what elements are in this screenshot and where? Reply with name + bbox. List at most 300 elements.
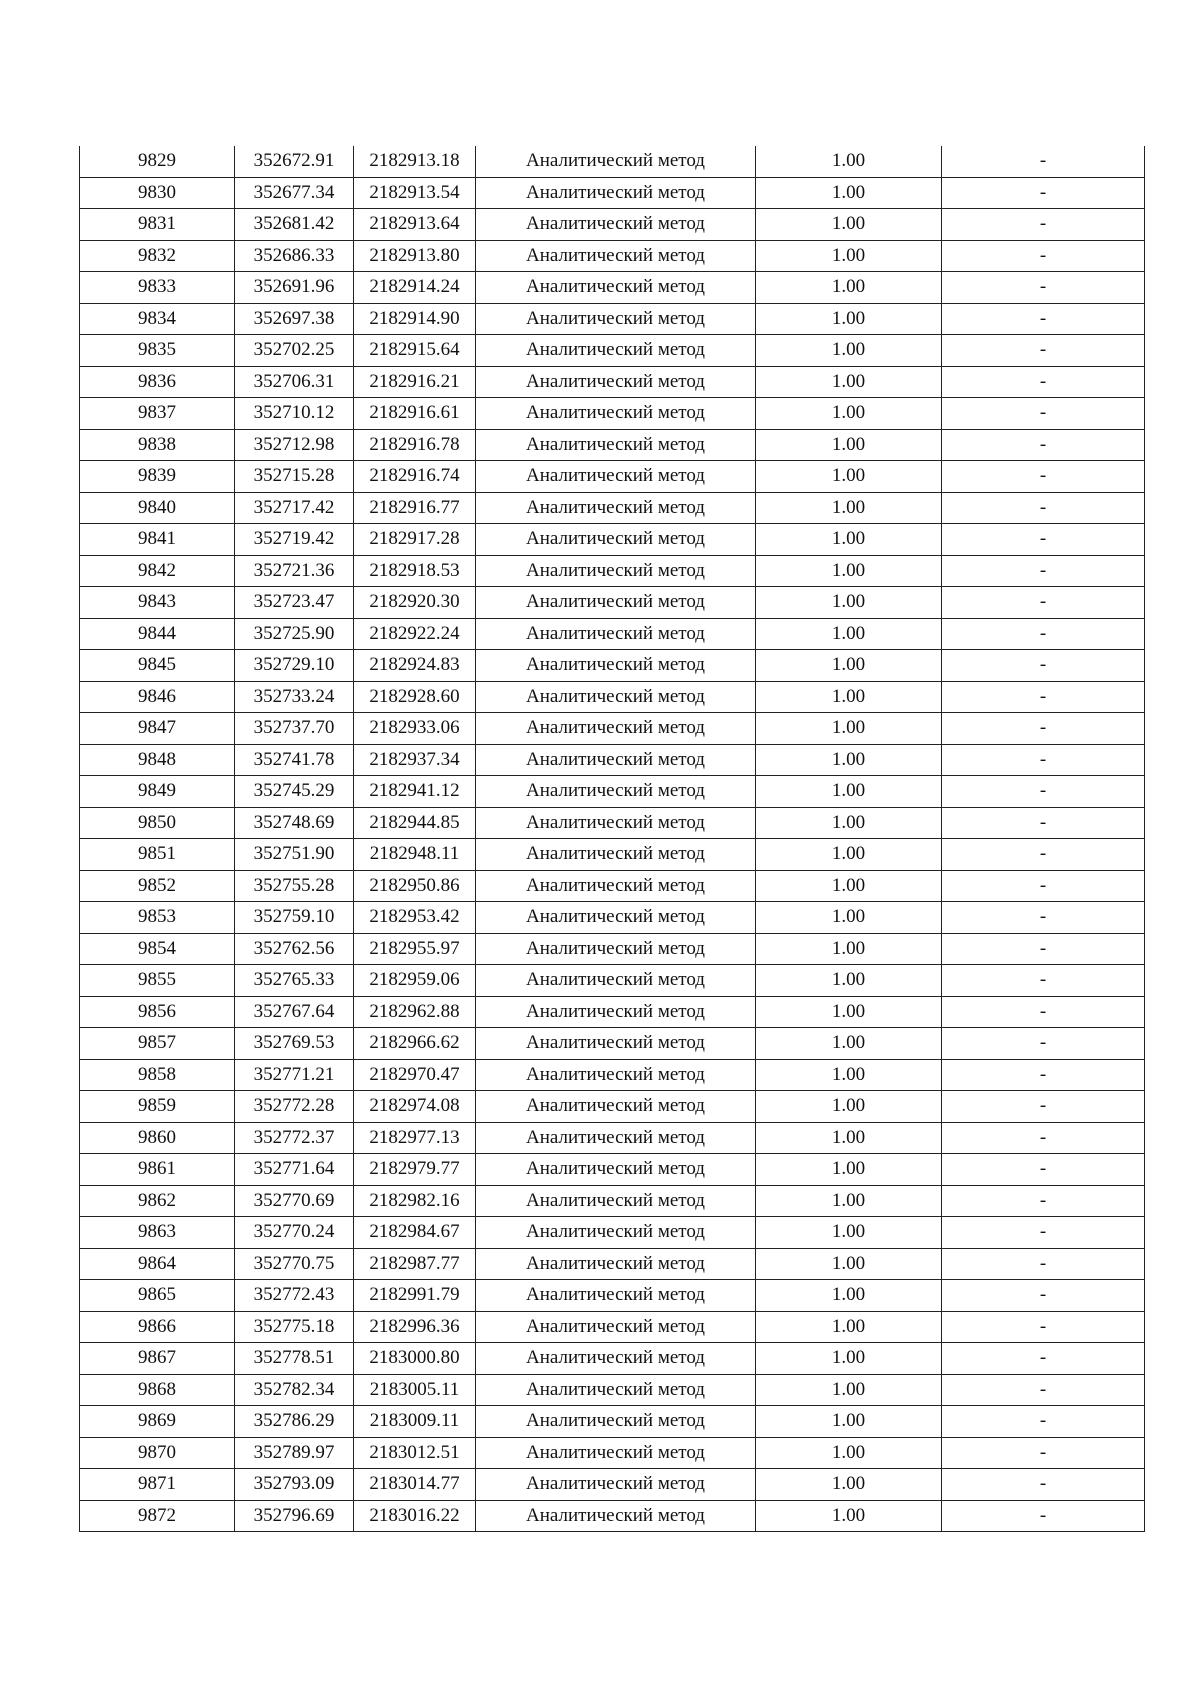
method-cell: Аналитический метод <box>476 1028 756 1060</box>
point-number-cell: 9866 <box>80 1311 235 1343</box>
description-cell: - <box>942 933 1145 965</box>
point-number-cell: 9846 <box>80 681 235 713</box>
y-coordinate-cell: 2182933.06 <box>354 713 476 745</box>
x-coordinate-cell: 352793.09 <box>235 1469 354 1501</box>
table-row <box>80 209 1145 241</box>
table-row <box>80 429 1145 461</box>
y-coordinate-cell: 2182915.64 <box>354 335 476 367</box>
point-number-cell: 9863 <box>80 1217 235 1249</box>
point-number-cell: 9852 <box>80 870 235 902</box>
y-coordinate-cell: 2182979.77 <box>354 1154 476 1186</box>
y-coordinate-cell: 2182966.62 <box>354 1028 476 1060</box>
x-coordinate-cell: 352772.43 <box>235 1280 354 1312</box>
accuracy-cell: 1.00 <box>756 996 942 1028</box>
y-coordinate-cell: 2182962.88 <box>354 996 476 1028</box>
point-number-cell: 9851 <box>80 839 235 871</box>
x-coordinate-cell: 352737.70 <box>235 713 354 745</box>
x-coordinate-cell: 352771.64 <box>235 1154 354 1186</box>
y-coordinate-cell: 2182916.74 <box>354 461 476 493</box>
point-number-cell: 9869 <box>80 1406 235 1438</box>
accuracy-cell: 1.00 <box>756 713 942 745</box>
x-coordinate-cell: 352786.29 <box>235 1406 354 1438</box>
y-coordinate-cell: 2182918.53 <box>354 555 476 587</box>
point-number-cell: 9854 <box>80 933 235 965</box>
method-cell: Аналитический метод <box>476 1248 756 1280</box>
accuracy-cell: 1.00 <box>756 146 942 177</box>
point-number-cell: 9849 <box>80 776 235 808</box>
description-cell: - <box>942 681 1145 713</box>
table-row <box>80 555 1145 587</box>
description-cell: - <box>942 996 1145 1028</box>
description-cell: - <box>942 1311 1145 1343</box>
point-number-cell: 9870 <box>80 1437 235 1469</box>
table-row <box>80 492 1145 524</box>
method-cell: Аналитический метод <box>476 240 756 272</box>
description-cell: - <box>942 240 1145 272</box>
x-coordinate-cell: 352778.51 <box>235 1343 354 1375</box>
description-cell: - <box>942 1248 1145 1280</box>
x-coordinate-cell: 352672.91 <box>235 146 354 177</box>
description-cell: - <box>942 146 1145 177</box>
y-coordinate-cell: 2182984.67 <box>354 1217 476 1249</box>
y-coordinate-cell: 2182982.16 <box>354 1185 476 1217</box>
x-coordinate-cell: 352741.78 <box>235 744 354 776</box>
x-coordinate-cell: 352697.38 <box>235 303 354 335</box>
y-coordinate-cell: 2182948.11 <box>354 839 476 871</box>
accuracy-cell: 1.00 <box>756 1280 942 1312</box>
description-cell: - <box>942 1469 1145 1501</box>
point-number-cell: 9848 <box>80 744 235 776</box>
method-cell: Аналитический метод <box>476 398 756 430</box>
method-cell: Аналитический метод <box>476 870 756 902</box>
accuracy-cell: 1.00 <box>756 209 942 241</box>
accuracy-cell: 1.00 <box>756 839 942 871</box>
x-coordinate-cell: 352745.29 <box>235 776 354 808</box>
y-coordinate-cell: 2183014.77 <box>354 1469 476 1501</box>
table-row <box>80 1059 1145 1091</box>
method-cell: Аналитический метод <box>476 902 756 934</box>
description-cell: - <box>942 209 1145 241</box>
accuracy-cell: 1.00 <box>756 303 942 335</box>
method-cell: Аналитический метод <box>476 1185 756 1217</box>
y-coordinate-cell: 2182916.77 <box>354 492 476 524</box>
method-cell: Аналитический метод <box>476 933 756 965</box>
accuracy-cell: 1.00 <box>756 1437 942 1469</box>
x-coordinate-cell: 352771.21 <box>235 1059 354 1091</box>
x-coordinate-cell: 352710.12 <box>235 398 354 430</box>
y-coordinate-cell: 2183000.80 <box>354 1343 476 1375</box>
y-coordinate-cell: 2182924.83 <box>354 650 476 682</box>
description-cell: - <box>942 1500 1145 1532</box>
table-row <box>80 524 1145 556</box>
method-cell: Аналитический метод <box>476 1280 756 1312</box>
description-cell: - <box>942 1217 1145 1249</box>
description-cell: - <box>942 744 1145 776</box>
x-coordinate-cell: 352729.10 <box>235 650 354 682</box>
point-number-cell: 9868 <box>80 1374 235 1406</box>
method-cell: Аналитический метод <box>476 681 756 713</box>
accuracy-cell: 1.00 <box>756 1406 942 1438</box>
method-cell: Аналитический метод <box>476 713 756 745</box>
y-coordinate-cell: 2182917.28 <box>354 524 476 556</box>
method-cell: Аналитический метод <box>476 1091 756 1123</box>
method-cell: Аналитический метод <box>476 807 756 839</box>
table-row <box>80 303 1145 335</box>
method-cell: Аналитический метод <box>476 587 756 619</box>
accuracy-cell: 1.00 <box>756 177 942 209</box>
point-number-cell: 9834 <box>80 303 235 335</box>
description-cell: - <box>942 1091 1145 1123</box>
accuracy-cell: 1.00 <box>756 776 942 808</box>
method-cell: Аналитический метод <box>476 366 756 398</box>
accuracy-cell: 1.00 <box>756 1154 942 1186</box>
method-cell: Аналитический метод <box>476 1122 756 1154</box>
accuracy-cell: 1.00 <box>756 429 942 461</box>
x-coordinate-cell: 352796.69 <box>235 1500 354 1532</box>
y-coordinate-cell: 2182916.61 <box>354 398 476 430</box>
x-coordinate-cell: 352759.10 <box>235 902 354 934</box>
method-cell: Аналитический метод <box>476 839 756 871</box>
description-cell: - <box>942 713 1145 745</box>
method-cell: Аналитический метод <box>476 1154 756 1186</box>
method-cell: Аналитический метод <box>476 524 756 556</box>
description-cell: - <box>942 366 1145 398</box>
accuracy-cell: 1.00 <box>756 335 942 367</box>
method-cell: Аналитический метод <box>476 1217 756 1249</box>
y-coordinate-cell: 2182974.08 <box>354 1091 476 1123</box>
accuracy-cell: 1.00 <box>756 1343 942 1375</box>
y-coordinate-cell: 2182913.64 <box>354 209 476 241</box>
description-cell: - <box>942 429 1145 461</box>
y-coordinate-cell: 2183009.11 <box>354 1406 476 1438</box>
accuracy-cell: 1.00 <box>756 1185 942 1217</box>
x-coordinate-cell: 352715.28 <box>235 461 354 493</box>
point-number-cell: 9829 <box>80 146 235 177</box>
accuracy-cell: 1.00 <box>756 461 942 493</box>
point-number-cell: 9867 <box>80 1343 235 1375</box>
x-coordinate-cell: 352767.64 <box>235 996 354 1028</box>
x-coordinate-cell: 352772.28 <box>235 1091 354 1123</box>
table-row <box>80 177 1145 209</box>
x-coordinate-cell: 352686.33 <box>235 240 354 272</box>
point-number-cell: 9860 <box>80 1122 235 1154</box>
table-row <box>80 398 1145 430</box>
x-coordinate-cell: 352717.42 <box>235 492 354 524</box>
point-number-cell: 9850 <box>80 807 235 839</box>
point-number-cell: 9865 <box>80 1280 235 1312</box>
point-number-cell: 9872 <box>80 1500 235 1532</box>
x-coordinate-cell: 352723.47 <box>235 587 354 619</box>
accuracy-cell: 1.00 <box>756 398 942 430</box>
y-coordinate-cell: 2182916.78 <box>354 429 476 461</box>
y-coordinate-cell: 2182913.80 <box>354 240 476 272</box>
point-number-cell: 9871 <box>80 1469 235 1501</box>
x-coordinate-cell: 352770.24 <box>235 1217 354 1249</box>
x-coordinate-cell: 352748.69 <box>235 807 354 839</box>
x-coordinate-cell: 352770.69 <box>235 1185 354 1217</box>
description-cell: - <box>942 1280 1145 1312</box>
method-cell: Аналитический метод <box>476 335 756 367</box>
x-coordinate-cell: 352691.96 <box>235 272 354 304</box>
table-row <box>80 965 1145 997</box>
y-coordinate-cell: 2182953.42 <box>354 902 476 934</box>
y-coordinate-cell: 2182955.97 <box>354 933 476 965</box>
table-row <box>80 1154 1145 1186</box>
x-coordinate-cell: 352789.97 <box>235 1437 354 1469</box>
table-row <box>80 713 1145 745</box>
description-cell: - <box>942 1437 1145 1469</box>
table-row <box>80 1406 1145 1438</box>
table-row <box>80 807 1145 839</box>
x-coordinate-cell: 352733.24 <box>235 681 354 713</box>
table-row <box>80 681 1145 713</box>
y-coordinate-cell: 2182914.90 <box>354 303 476 335</box>
point-number-cell: 9831 <box>80 209 235 241</box>
y-coordinate-cell: 2182941.12 <box>354 776 476 808</box>
point-number-cell: 9862 <box>80 1185 235 1217</box>
x-coordinate-cell: 352721.36 <box>235 555 354 587</box>
method-cell: Аналитический метод <box>476 303 756 335</box>
y-coordinate-cell: 2182913.18 <box>354 146 476 177</box>
point-number-cell: 9858 <box>80 1059 235 1091</box>
method-cell: Аналитический метод <box>476 461 756 493</box>
method-cell: Аналитический метод <box>476 177 756 209</box>
point-number-cell: 9837 <box>80 398 235 430</box>
table-row <box>80 461 1145 493</box>
y-coordinate-cell: 2182950.86 <box>354 870 476 902</box>
coordinates-table <box>79 146 1145 1532</box>
point-number-cell: 9853 <box>80 902 235 934</box>
accuracy-cell: 1.00 <box>756 1248 942 1280</box>
description-cell: - <box>942 870 1145 902</box>
point-number-cell: 9835 <box>80 335 235 367</box>
method-cell: Аналитический метод <box>476 1374 756 1406</box>
x-coordinate-cell: 352725.90 <box>235 618 354 650</box>
description-cell: - <box>942 1406 1145 1438</box>
point-number-cell: 9836 <box>80 366 235 398</box>
point-number-cell: 9859 <box>80 1091 235 1123</box>
y-coordinate-cell: 2182937.34 <box>354 744 476 776</box>
method-cell: Аналитический метод <box>476 146 756 177</box>
description-cell: - <box>942 555 1145 587</box>
description-cell: - <box>942 587 1145 619</box>
accuracy-cell: 1.00 <box>756 492 942 524</box>
accuracy-cell: 1.00 <box>756 1469 942 1501</box>
point-number-cell: 9855 <box>80 965 235 997</box>
accuracy-cell: 1.00 <box>756 1374 942 1406</box>
table-row <box>80 146 1145 177</box>
description-cell: - <box>942 902 1145 934</box>
y-coordinate-cell: 2182977.13 <box>354 1122 476 1154</box>
y-coordinate-cell: 2182959.06 <box>354 965 476 997</box>
method-cell: Аналитический метод <box>476 272 756 304</box>
y-coordinate-cell: 2183005.11 <box>354 1374 476 1406</box>
x-coordinate-cell: 352755.28 <box>235 870 354 902</box>
description-cell: - <box>942 1343 1145 1375</box>
accuracy-cell: 1.00 <box>756 366 942 398</box>
table-row <box>80 776 1145 808</box>
y-coordinate-cell: 2182928.60 <box>354 681 476 713</box>
point-number-cell: 9861 <box>80 1154 235 1186</box>
x-coordinate-cell: 352719.42 <box>235 524 354 556</box>
point-number-cell: 9841 <box>80 524 235 556</box>
description-cell: - <box>942 807 1145 839</box>
table-row <box>80 1091 1145 1123</box>
table-row <box>80 272 1145 304</box>
description-cell: - <box>942 1185 1145 1217</box>
table-row <box>80 335 1145 367</box>
x-coordinate-cell: 352782.34 <box>235 1374 354 1406</box>
point-number-cell: 9843 <box>80 587 235 619</box>
accuracy-cell: 1.00 <box>756 902 942 934</box>
point-number-cell: 9864 <box>80 1248 235 1280</box>
table-row <box>80 996 1145 1028</box>
method-cell: Аналитический метод <box>476 618 756 650</box>
point-number-cell: 9847 <box>80 713 235 745</box>
x-coordinate-cell: 352769.53 <box>235 1028 354 1060</box>
table-row <box>80 366 1145 398</box>
method-cell: Аналитический метод <box>476 209 756 241</box>
method-cell: Аналитический метод <box>476 650 756 682</box>
method-cell: Аналитический метод <box>476 965 756 997</box>
accuracy-cell: 1.00 <box>756 744 942 776</box>
description-cell: - <box>942 839 1145 871</box>
table-row <box>80 839 1145 871</box>
description-cell: - <box>942 776 1145 808</box>
method-cell: Аналитический метод <box>476 1343 756 1375</box>
point-number-cell: 9856 <box>80 996 235 1028</box>
method-cell: Аналитический метод <box>476 776 756 808</box>
description-cell: - <box>942 650 1145 682</box>
method-cell: Аналитический метод <box>476 1059 756 1091</box>
description-cell: - <box>942 618 1145 650</box>
description-cell: - <box>942 303 1145 335</box>
accuracy-cell: 1.00 <box>756 933 942 965</box>
accuracy-cell: 1.00 <box>756 587 942 619</box>
description-cell: - <box>942 272 1145 304</box>
method-cell: Аналитический метод <box>476 492 756 524</box>
y-coordinate-cell: 2182913.54 <box>354 177 476 209</box>
coordinates-table-body <box>80 146 1145 1532</box>
description-cell: - <box>942 1059 1145 1091</box>
x-coordinate-cell: 352772.37 <box>235 1122 354 1154</box>
x-coordinate-cell: 352751.90 <box>235 839 354 871</box>
method-cell: Аналитический метод <box>476 429 756 461</box>
table-row <box>80 902 1145 934</box>
method-cell: Аналитический метод <box>476 744 756 776</box>
accuracy-cell: 1.00 <box>756 807 942 839</box>
y-coordinate-cell: 2183016.22 <box>354 1500 476 1532</box>
accuracy-cell: 1.00 <box>756 1028 942 1060</box>
table-row <box>80 1122 1145 1154</box>
accuracy-cell: 1.00 <box>756 870 942 902</box>
table-row <box>80 1028 1145 1060</box>
point-number-cell: 9844 <box>80 618 235 650</box>
accuracy-cell: 1.00 <box>756 240 942 272</box>
accuracy-cell: 1.00 <box>756 524 942 556</box>
table-row <box>80 1311 1145 1343</box>
x-coordinate-cell: 352702.25 <box>235 335 354 367</box>
y-coordinate-cell: 2182922.24 <box>354 618 476 650</box>
x-coordinate-cell: 352770.75 <box>235 1248 354 1280</box>
point-number-cell: 9832 <box>80 240 235 272</box>
accuracy-cell: 1.00 <box>756 1311 942 1343</box>
accuracy-cell: 1.00 <box>756 555 942 587</box>
table-row <box>80 1343 1145 1375</box>
point-number-cell: 9857 <box>80 1028 235 1060</box>
point-number-cell: 9833 <box>80 272 235 304</box>
accuracy-cell: 1.00 <box>756 1500 942 1532</box>
method-cell: Аналитический метод <box>476 1437 756 1469</box>
method-cell: Аналитический метод <box>476 555 756 587</box>
y-coordinate-cell: 2182987.77 <box>354 1248 476 1280</box>
y-coordinate-cell: 2182970.47 <box>354 1059 476 1091</box>
y-coordinate-cell: 2182920.30 <box>354 587 476 619</box>
y-coordinate-cell: 2182944.85 <box>354 807 476 839</box>
table-row <box>80 618 1145 650</box>
x-coordinate-cell: 352677.34 <box>235 177 354 209</box>
accuracy-cell: 1.00 <box>756 1091 942 1123</box>
method-cell: Аналитический метод <box>476 1311 756 1343</box>
y-coordinate-cell: 2182916.21 <box>354 366 476 398</box>
table-row <box>80 1500 1145 1532</box>
description-cell: - <box>942 177 1145 209</box>
table-row <box>80 1374 1145 1406</box>
method-cell: Аналитический метод <box>476 996 756 1028</box>
description-cell: - <box>942 398 1145 430</box>
description-cell: - <box>942 1028 1145 1060</box>
description-cell: - <box>942 1374 1145 1406</box>
accuracy-cell: 1.00 <box>756 618 942 650</box>
description-cell: - <box>942 524 1145 556</box>
table-row <box>80 650 1145 682</box>
point-number-cell: 9845 <box>80 650 235 682</box>
accuracy-cell: 1.00 <box>756 1122 942 1154</box>
table-row <box>80 870 1145 902</box>
table-row <box>80 744 1145 776</box>
description-cell: - <box>942 492 1145 524</box>
accuracy-cell: 1.00 <box>756 650 942 682</box>
table-row <box>80 587 1145 619</box>
description-cell: - <box>942 1154 1145 1186</box>
x-coordinate-cell: 352762.56 <box>235 933 354 965</box>
point-number-cell: 9839 <box>80 461 235 493</box>
x-coordinate-cell: 352712.98 <box>235 429 354 461</box>
table-row <box>80 240 1145 272</box>
point-number-cell: 9840 <box>80 492 235 524</box>
method-cell: Аналитический метод <box>476 1469 756 1501</box>
accuracy-cell: 1.00 <box>756 965 942 997</box>
description-cell: - <box>942 461 1145 493</box>
description-cell: - <box>942 1122 1145 1154</box>
y-coordinate-cell: 2182991.79 <box>354 1280 476 1312</box>
table-row <box>80 1437 1145 1469</box>
accuracy-cell: 1.00 <box>756 1059 942 1091</box>
point-number-cell: 9830 <box>80 177 235 209</box>
method-cell: Аналитический метод <box>476 1500 756 1532</box>
y-coordinate-cell: 2183012.51 <box>354 1437 476 1469</box>
description-cell: - <box>942 335 1145 367</box>
accuracy-cell: 1.00 <box>756 681 942 713</box>
x-coordinate-cell: 352706.31 <box>235 366 354 398</box>
x-coordinate-cell: 352775.18 <box>235 1311 354 1343</box>
point-number-cell: 9842 <box>80 555 235 587</box>
method-cell: Аналитический метод <box>476 1406 756 1438</box>
point-number-cell: 9838 <box>80 429 235 461</box>
x-coordinate-cell: 352765.33 <box>235 965 354 997</box>
accuracy-cell: 1.00 <box>756 272 942 304</box>
y-coordinate-cell: 2182996.36 <box>354 1311 476 1343</box>
